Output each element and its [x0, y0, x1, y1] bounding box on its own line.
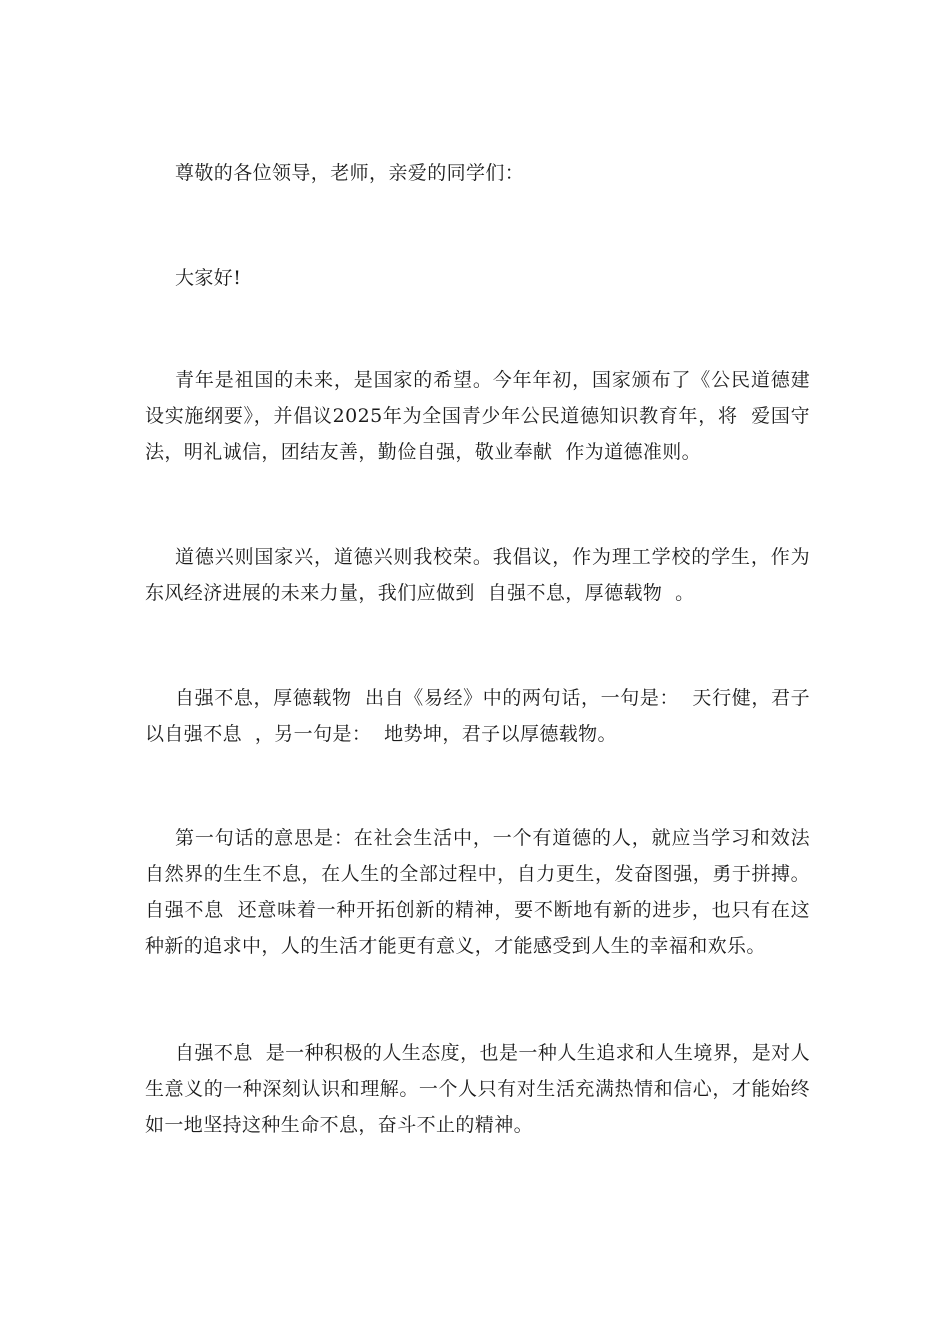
- paragraph-yijing: 自强不息，厚德载物 出自《易经》中的两句话，一句是： 天行健，君子以自强不息 ，另一句是： 地势坤，君子以厚德载物。: [145, 687, 810, 745]
- paragraph-youth: 青年是祖国的未来，是国家的希望。今年年初，国家颁布了《公民道德建设实施纲要》，并倡议2025年为全国青少年公民道德知识教育年，将 爱国守法，明礼诚信，团结友善，勤俭自强，敬业奉献 作为道德准则。: [145, 369, 810, 463]
- salutation: 尊敬的各位领导，老师，亲爱的同学们：: [175, 162, 525, 184]
- greeting: 大家好!: [175, 267, 242, 289]
- paragraph-first-saying: 第一句话的意思是：在社会生活中，一个有道德的人，就应当学习和效法自然界的生生不息，在人生的全部过程中，自力更生，发奋图强，勇于拼搏。 自强不息 还意味着一种开拓创新的精神，要不断地有新的进步，也只有在这种新的追求中，人的生活才能更有意义，才能感受到人生的幸福和欢乐。: [145, 827, 823, 957]
- paragraph-attitude: 自强不息 是一种积极的人生态度，也是一种人生追求和人生境界，是对人生意义的一种深刻认识和理解。一个人只有对生活充满热情和信心，才能始终如一地坚持这种生命不息，奋斗不止的精神。: [145, 1042, 810, 1136]
- paragraph-morality: 道德兴则国家兴，道德兴则我校荣。我倡议，作为理工学校的学生，作为东风经济进展的未来力量，我们应做到 自强不息，厚德载物 。: [145, 546, 810, 604]
